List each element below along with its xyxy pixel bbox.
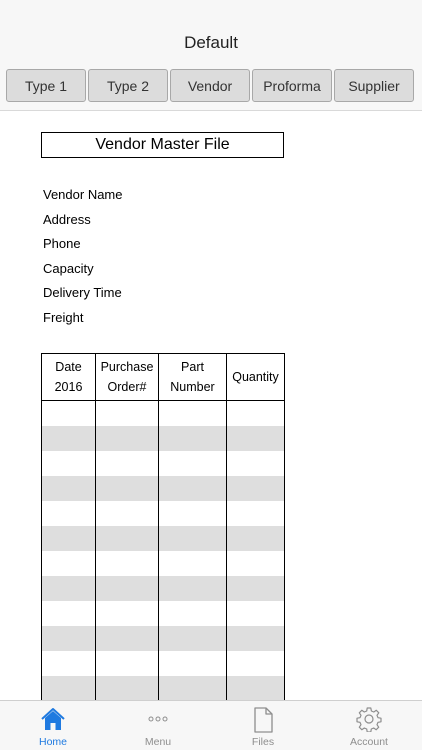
table-cell	[159, 476, 227, 501]
purchase-table	[41, 353, 285, 701]
table-cell	[159, 601, 227, 626]
table-cell	[159, 676, 227, 701]
document-icon	[250, 706, 276, 734]
table-row	[42, 551, 285, 576]
table-cell	[42, 551, 96, 576]
table-cell	[96, 451, 159, 476]
segment-tabs	[0, 64, 422, 111]
tabbar-label-menu: Menu	[144, 736, 172, 748]
document-title: Vendor Master File	[41, 132, 284, 158]
table-cell	[96, 551, 159, 576]
table-cell	[159, 426, 227, 451]
table-header-row	[42, 354, 285, 401]
field-label-capacity: Capacity	[43, 260, 94, 276]
table-cell	[159, 651, 227, 676]
tab-type-2[interactable]: Type 2	[88, 69, 168, 102]
table-row	[42, 501, 285, 526]
gear-icon	[356, 706, 382, 732]
table-row	[42, 526, 285, 551]
table-cell	[159, 401, 227, 427]
table-cell	[42, 676, 96, 701]
table-cell	[42, 651, 96, 676]
vendor-fields	[43, 187, 123, 334]
table-cell	[42, 501, 96, 526]
table-cell	[159, 501, 227, 526]
table-row	[42, 676, 285, 701]
table-cell	[227, 476, 285, 501]
table-cell	[227, 551, 285, 576]
tabbar-label-files: Files	[251, 736, 275, 748]
table-row	[42, 401, 285, 427]
table-cell	[96, 526, 159, 551]
table-cell	[42, 576, 96, 601]
table-row	[42, 451, 285, 476]
table-cell	[96, 401, 159, 427]
column-header-quantity: Quantity	[227, 354, 285, 401]
tabbar-label-account: Account	[350, 736, 388, 748]
field-label-phone: Phone	[43, 236, 81, 251]
table-cell	[159, 451, 227, 476]
tab-vendor[interactable]: Vendor	[170, 69, 250, 102]
table-cell	[227, 451, 285, 476]
table-cell	[96, 626, 159, 651]
table-cell	[96, 476, 159, 501]
tab-proforma[interactable]: Proforma	[252, 69, 332, 102]
table-row	[42, 651, 285, 676]
table-cell	[96, 501, 159, 526]
table-row	[42, 626, 285, 651]
table-row	[42, 476, 285, 501]
table-row	[42, 576, 285, 601]
table-cell	[227, 651, 285, 676]
table-cell	[42, 451, 96, 476]
table-cell	[227, 676, 285, 701]
table-cell	[96, 676, 159, 701]
table-row	[42, 601, 285, 626]
table-cell	[42, 401, 96, 427]
table-row	[42, 426, 285, 451]
column-header-purchase-order: Purchase Order#	[96, 354, 159, 401]
more-icon	[145, 706, 171, 732]
tab-supplier[interactable]: Supplier	[334, 69, 414, 102]
tabbar-item-files[interactable]	[210, 701, 316, 751]
tabbar-item-account[interactable]	[316, 701, 422, 751]
tabbar-label-home: Home	[38, 736, 67, 748]
column-header-date: Date 2016	[42, 354, 96, 401]
table-cell	[227, 401, 285, 427]
table-cell	[159, 626, 227, 651]
bottom-tab-bar	[0, 700, 422, 750]
table-cell	[96, 426, 159, 451]
tabbar-item-home[interactable]	[0, 701, 106, 751]
home-icon	[40, 706, 66, 732]
navigation-bar	[0, 0, 422, 64]
table-cell	[227, 501, 285, 526]
table-cell	[227, 626, 285, 651]
field-label-freight: Freight	[43, 309, 84, 325]
table-cell	[42, 526, 96, 551]
table-cell	[42, 476, 96, 501]
table-cell	[42, 626, 96, 651]
column-header-part-number: Part Number	[159, 354, 227, 401]
page-title: Default	[184, 33, 238, 52]
table-cell	[227, 601, 285, 626]
table-cell	[227, 576, 285, 601]
tab-type-1[interactable]: Type 1	[6, 69, 86, 102]
table-cell	[159, 576, 227, 601]
field-label-delivery-time: Delivery Time	[43, 285, 122, 300]
table-cell	[42, 426, 96, 451]
field-label-address: Address	[43, 211, 91, 227]
table-cell	[96, 651, 159, 676]
field-label-vendor-name: Vendor Name	[43, 187, 123, 202]
table-cell	[227, 426, 285, 451]
table-cell	[96, 576, 159, 601]
table-cell	[227, 526, 285, 551]
tabbar-item-menu[interactable]	[105, 701, 211, 751]
table-cell	[159, 551, 227, 576]
table-cell	[96, 601, 159, 626]
table-cell	[42, 601, 96, 626]
table-cell	[159, 526, 227, 551]
